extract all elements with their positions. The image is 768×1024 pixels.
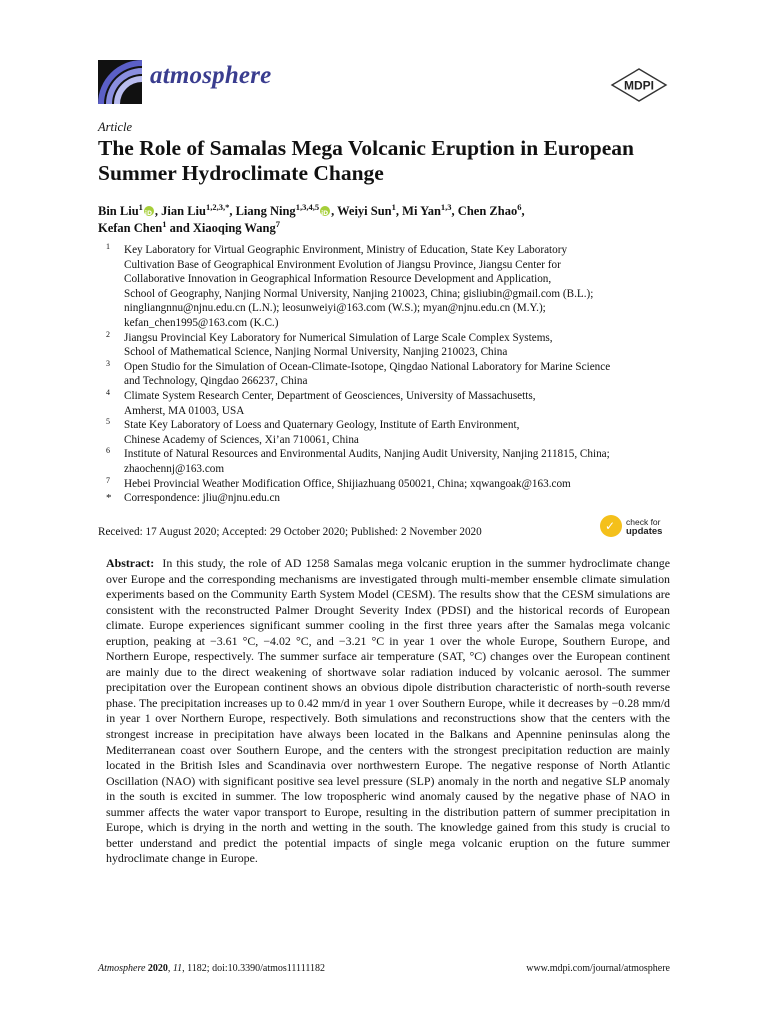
footer-volume: 11 bbox=[172, 963, 183, 974]
affiliation-item bbox=[98, 491, 678, 506]
affiliation-line: School of Mathematical Science, Nanjing Normal University, Nanjing 210023, China bbox=[124, 346, 508, 359]
author-name[interactable]: Kefan Chen bbox=[98, 221, 163, 235]
check-for-updates-button[interactable] bbox=[600, 514, 672, 540]
affiliation-number: 1 bbox=[106, 242, 110, 251]
journal-logo-icon bbox=[98, 60, 142, 104]
affiliation-item bbox=[98, 418, 678, 447]
author-separator: and bbox=[166, 221, 193, 235]
citation-footer: Atmosphere 2020, 11, 1182; doi:10.3390/atmos11111182 bbox=[98, 963, 325, 974]
publication-dates: Received: 17 August 2020; Accepted: 29 October 2020; Published: 2 November 2020 bbox=[98, 526, 482, 538]
affiliation-number: 7 bbox=[106, 475, 110, 485]
author-separator: , bbox=[521, 204, 525, 218]
affiliation-item bbox=[98, 447, 678, 476]
updates-label: updates bbox=[626, 526, 663, 537]
affiliation-line: Key Laboratory for Virtual Geographic Environment, Ministry of Education, State Key Laboratory bbox=[124, 244, 568, 256]
affiliation-number: * bbox=[106, 492, 112, 505]
affiliation-number: 4 bbox=[106, 387, 110, 397]
affiliation-line: Climate System Research Center, Department of Geosciences, University of Massachusetts, bbox=[124, 389, 536, 402]
author-affiliation-marker: 1 bbox=[138, 202, 143, 212]
author-name[interactable]: Jian Liu bbox=[161, 204, 206, 218]
affiliation-line: Cultivation Base of Geographical Environment Evolution of Jiangsu Province, Jiangsu Center for bbox=[124, 258, 561, 271]
author-name[interactable]: Weiyi Sun bbox=[337, 204, 392, 218]
affiliation-item bbox=[98, 243, 678, 331]
author-separator: , bbox=[154, 204, 162, 218]
abstract-text: In this study, the role of AD 1258 Samalas mega volcanic eruption in the summer hydroclimate change over Europe and the corresponding mechanisms are investigated through multi-member ensemble climate simulation experiments based on the Community Earth System Model (CESM). The results show that the CESM simulations are consistent with the reconstructed Palmer Drought Severity Index (PDSI) and the historical records of European climate. Europe experiences significant summer cooling in the first three years after the Samalas mega volcanic eruption, peaking at −3.61 °C, −4.02 °C, and −3.21 °C in year 1 over the whole Europe, Southern Europe, and Northern Europe, respectively. The summer surface air temperature (SAT, °C) changes over the European continent are mainly due to the direct weakening of shortwave solar radiation induced by volcanic aerosol. The summer precipitation over the European continent shows an obvious dipole distribution characteristic of north-south reverse phase. The precipitation increases up to 0.42 mm/d in year 1 over Southern Europe, while it decreases by −0.28 mm/d in year 1 over Northern Europe, respectively. Both simulations and reconstructions show that the centers with the strongest increase in precipitation have always been located in the Balkans and Apennine peninsulas along the Mediterranean coast over Southern Europe, and the centers with the strongest precipitation reduction are mainly located in the British Isles and Scandinavia over northwestern Europe. The negative response of North Atlantic Oscillation (NAO) with significant positive sea level pressure (SLP) anomaly in the north and negative SLP anomaly in the south is excited in summer. The low tropospheric wind anomaly caused by the negative phase of NAO in summer affects the water vapor transport to Europe, resulting in the distribution pattern of summer precipitation in Europe, which is drying in the north and wetting in the south. The knowledge gained from this study is crucial to better understand and predict the potential impacts of single mega volcanic eruption on the future summer hydroclimate change in Europe. bbox=[106, 556, 671, 866]
article-type: Article bbox=[98, 120, 133, 134]
affiliation-line: zhaochennj@163.com bbox=[124, 462, 225, 475]
affiliation-item bbox=[98, 360, 678, 389]
author-name[interactable]: Chen Zhao bbox=[457, 204, 518, 218]
affiliation-line: ningliangnnu@njnu.edu.cn (L.N.); leosunweiyi@163.com (W.S.); myan@njnu.edu.cn (M.Y.); bbox=[124, 302, 546, 315]
affiliations bbox=[98, 243, 678, 506]
affiliation-line: Chinese Academy of Sciences, Xi’an 710061, China bbox=[124, 433, 359, 446]
journal-url-link[interactable]: www.mdpi.com/journal/atmosphere bbox=[526, 963, 670, 974]
affiliation-item bbox=[98, 389, 678, 418]
author-separator: , bbox=[451, 204, 458, 218]
author-affiliation-marker: 1,3,4,5 bbox=[295, 202, 320, 212]
affiliation-line: Amherst, MA 01003, USA bbox=[124, 404, 245, 417]
affiliation-line: Jiangsu Provincial Key Laboratory for Numerical Simulation of Large Scale Complex Systems, bbox=[124, 331, 553, 344]
check-label: check for bbox=[626, 517, 661, 527]
affiliation-number: 2 bbox=[106, 329, 110, 339]
mdpi-logo-text: MDPI bbox=[624, 78, 654, 93]
footer-year: 2020 bbox=[147, 963, 168, 974]
affiliation-line: Correspondence: jliu@njnu.edu.cn bbox=[124, 492, 281, 505]
author-name[interactable]: Xiaoqing Wang bbox=[192, 221, 276, 235]
author-affiliation-marker: 1 bbox=[391, 202, 396, 212]
author-affiliation-marker: 1 bbox=[162, 219, 167, 229]
affiliation-line: kefan_chen1995@163.com (K.C.) bbox=[124, 316, 279, 329]
affiliation-line: Open Studio for the Simulation of Ocean-Climate-Isotope, Qingdao National Laboratory for Marine Science bbox=[124, 360, 611, 373]
affiliation-number: 3 bbox=[106, 358, 110, 368]
author-separator: , bbox=[229, 204, 236, 218]
journal-name: atmosphere bbox=[150, 62, 272, 89]
check-badge-icon: ✓ bbox=[600, 515, 622, 537]
orcid-icon[interactable] bbox=[320, 206, 330, 216]
affiliation-line: Institute of Natural Resources and Environmental Audits, Nanjing Audit University, Nanjing 211815, China; bbox=[124, 448, 610, 461]
mdpi-logo-icon bbox=[610, 68, 668, 102]
author-affiliation-marker: 1,3 bbox=[440, 202, 452, 212]
affiliation-line: and Technology, Qingdao 266237, China bbox=[124, 375, 308, 388]
affiliation-number: 6 bbox=[106, 446, 110, 456]
orcid-icon[interactable] bbox=[144, 206, 154, 216]
author-name[interactable]: Bin Liu bbox=[98, 204, 139, 218]
abstract bbox=[106, 556, 670, 867]
author-list bbox=[98, 203, 678, 237]
affiliation-item bbox=[98, 331, 678, 360]
author-name[interactable]: Mi Yan bbox=[402, 204, 441, 218]
footer-journal: Atmosphere bbox=[98, 963, 146, 974]
affiliation-line: Collaborative Innovation in Geographical Information Resource Development and Application, bbox=[124, 273, 552, 286]
affiliation-line: Hebei Provincial Weather Modification Office, Shijiazhuang 050021, China; xqwangoak@163.com bbox=[124, 477, 571, 490]
author-separator: , bbox=[395, 204, 403, 218]
affiliation-line: State Key Laboratory of Loess and Quaternary Geology, Institute of Earth Environment, bbox=[124, 419, 520, 432]
paper-title: The Role of Samalas Mega Volcanic Eruption in European Summer Hydroclimate Change bbox=[98, 136, 634, 185]
author-affiliation-marker: 6 bbox=[517, 202, 522, 212]
footer-doi: , 1182; doi:10.3390/atmos11111182 bbox=[182, 963, 325, 974]
affiliation-line: School of Geography, Nanjing Normal University, Nanjing 210023, China; gisliubin@gmail.com (B.L.); bbox=[124, 287, 594, 300]
author-separator: , bbox=[331, 204, 338, 218]
author-affiliation-marker: 1,2,3,* bbox=[205, 202, 230, 212]
abstract-label: Abstract: bbox=[106, 556, 155, 570]
affiliation-number: 5 bbox=[106, 417, 110, 427]
author-affiliation-marker: 7 bbox=[275, 219, 280, 229]
affiliation-item bbox=[98, 477, 678, 492]
author-name[interactable]: Liang Ning bbox=[235, 204, 296, 218]
